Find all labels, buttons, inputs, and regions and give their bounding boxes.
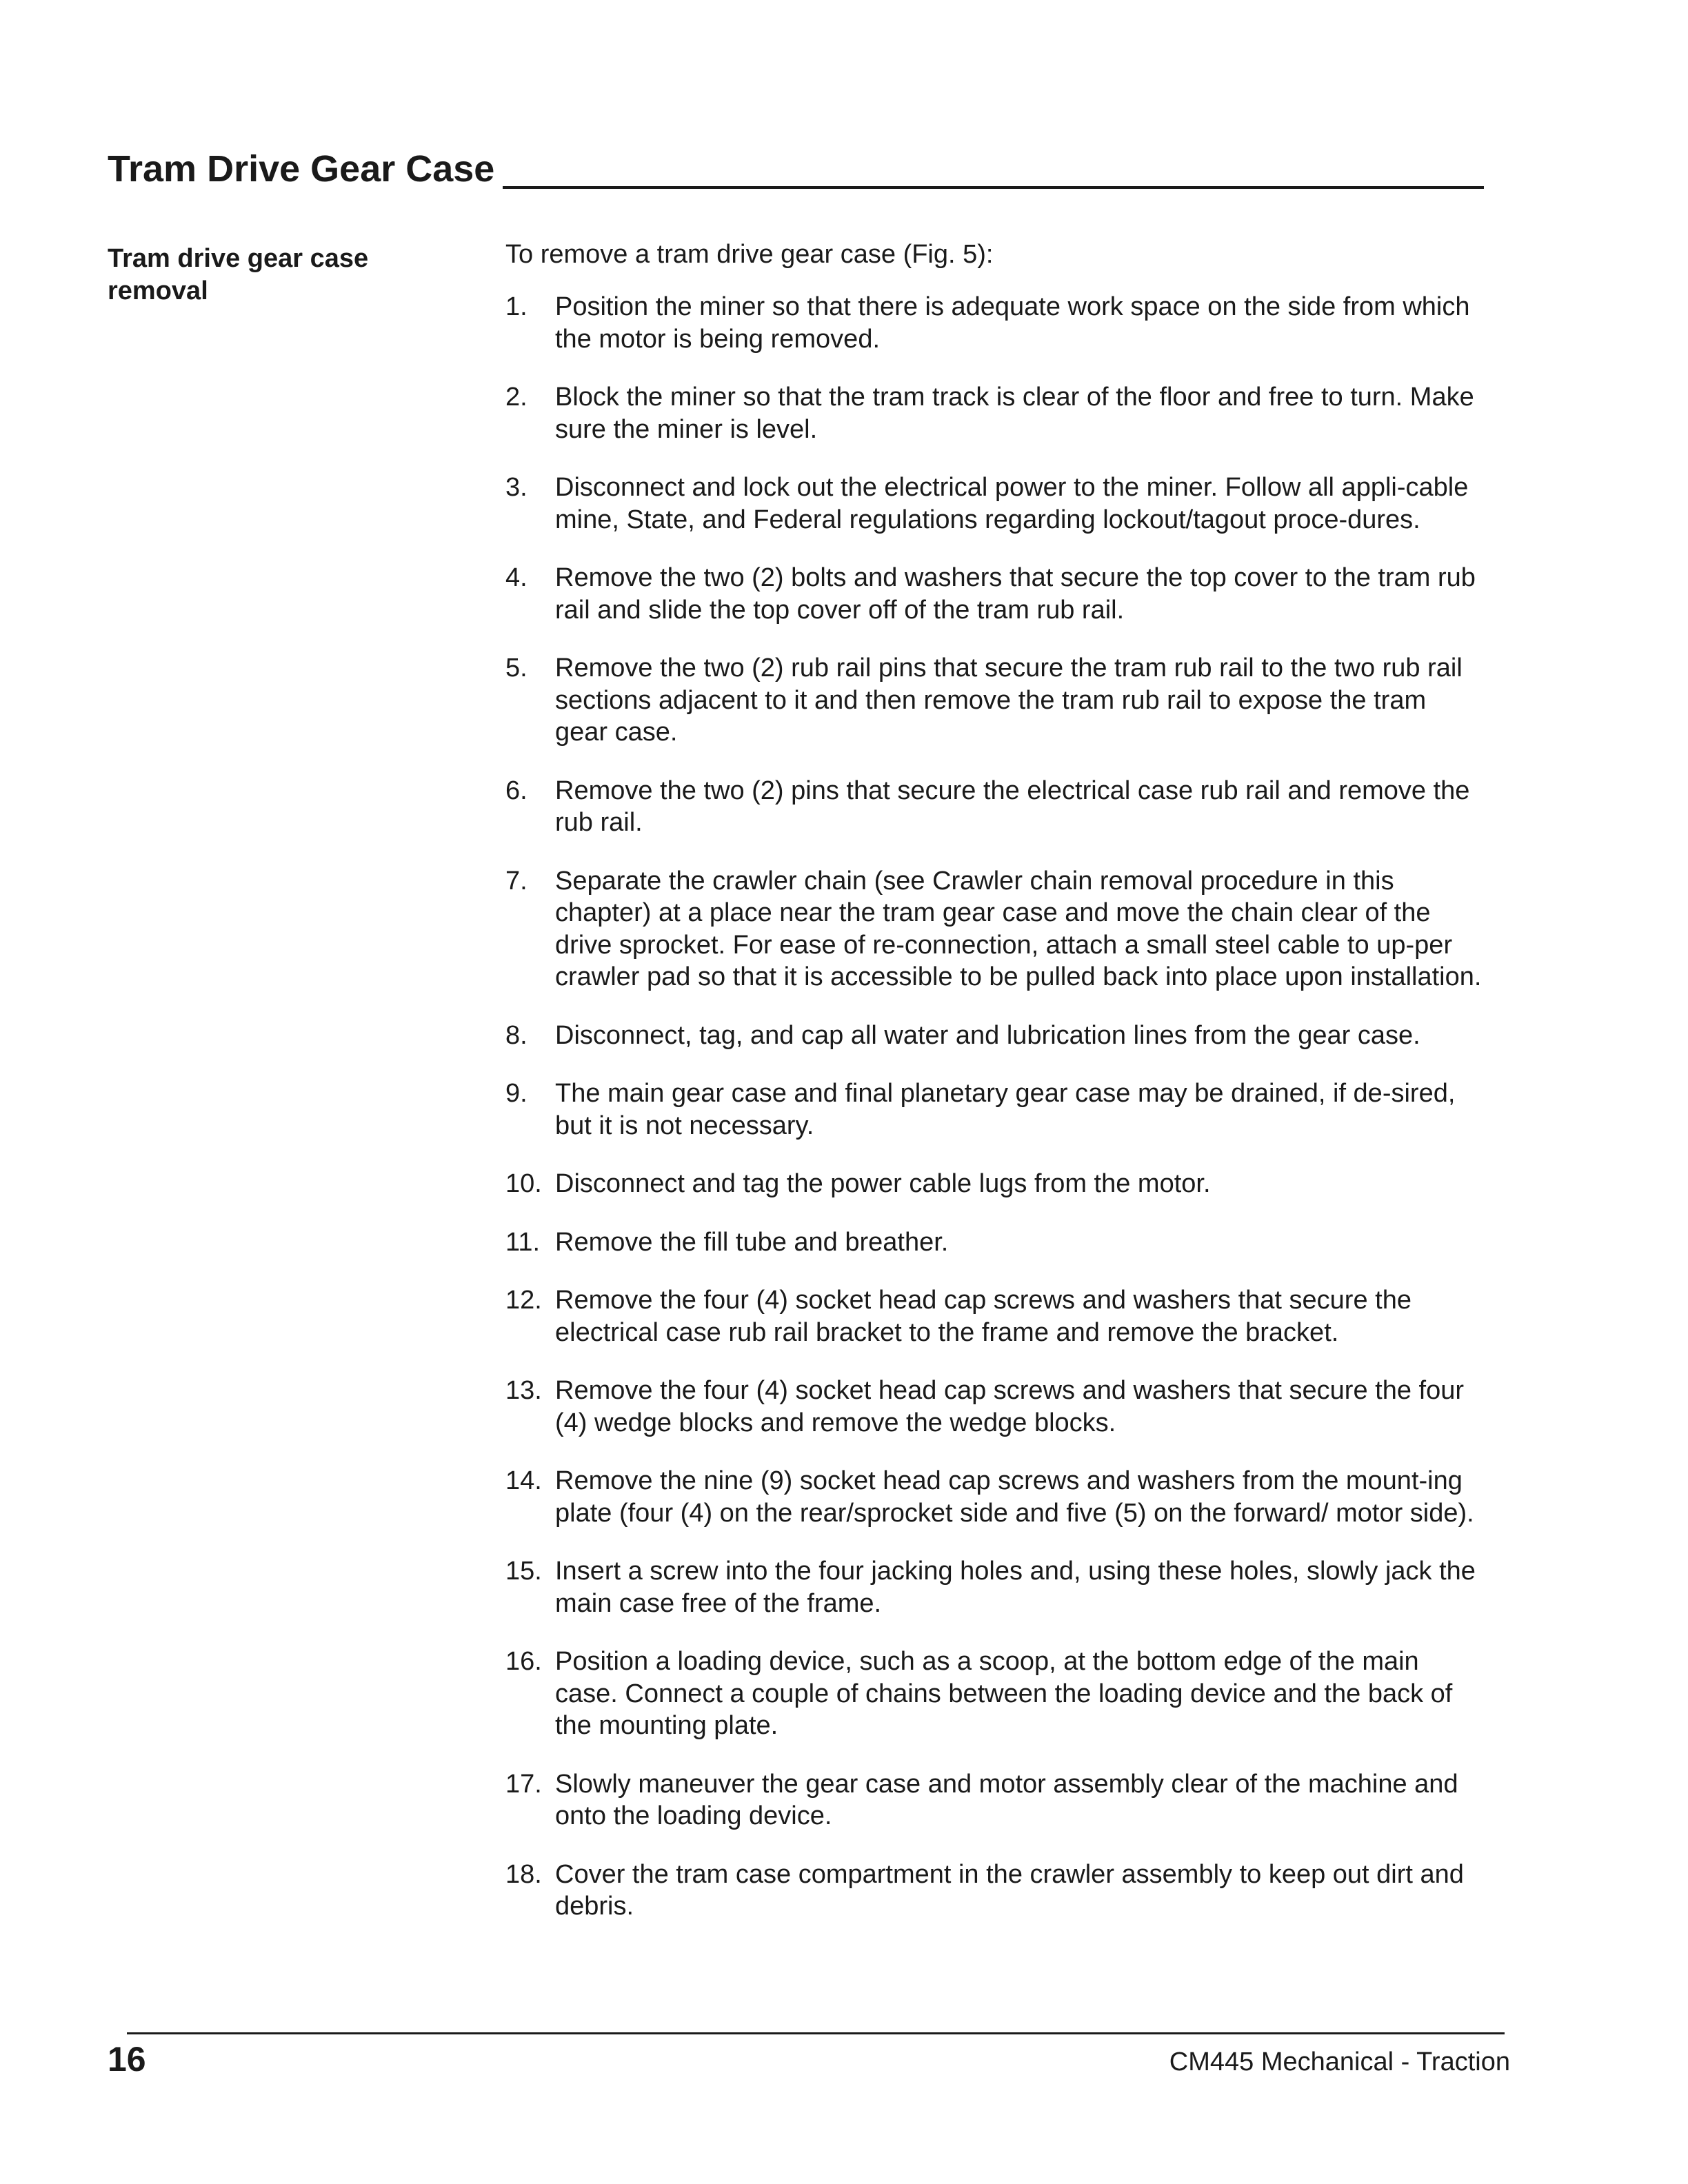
step-number: 16. [505, 1647, 542, 1676]
step-item [505, 1646, 1485, 1742]
step-text: Remove the fill tube and breather. [555, 1227, 949, 1257]
step-item [505, 1168, 1485, 1200]
step-text: Cover the tram case compartment in the crawler assembly to keep out dirt and debris. [555, 1859, 1464, 1921]
step-text: Remove the four (4) socket head cap screws and washers that secure the electrical case rub rail bracket to the frame and remove the bracket. [555, 1286, 1411, 1347]
step-number: 5. [505, 654, 528, 682]
step-item [505, 865, 1485, 993]
step-item [505, 775, 1485, 839]
step-number: 2. [505, 383, 528, 412]
step-item [505, 472, 1485, 536]
step-item [505, 1768, 1485, 1832]
step-item [505, 1555, 1485, 1619]
step-text: Remove the two (2) bolts and washers that secure the top cover to the tram rub rail and slide the top cover off of the tram rub rail. [555, 563, 1476, 625]
step-number: 15. [505, 1557, 542, 1586]
step-text: Disconnect and tag the power cable lugs from the motor. [555, 1169, 1211, 1198]
title-rule [503, 186, 1484, 189]
step-number: 10. [505, 1169, 542, 1198]
step-text: Disconnect and lock out the electrical power to the miner. Follow all appli-cable mine, State, and Federal regulations regarding lockout/tagout proce-dures. [555, 473, 1469, 534]
step-number: 3. [505, 473, 528, 502]
step-text: Remove the nine (9) socket head cap screws and washers from the mount-ing plate (four (4) on the rear/sprocket side and five (5) on the forward/ motor side). [555, 1466, 1474, 1528]
section-heading: Tram drive gear case removal [108, 244, 369, 305]
step-text: Remove the four (4) socket head cap screws and washers that secure the four (4) wedge blocks and remove the wedge blocks. [555, 1376, 1464, 1437]
step-number: 9. [505, 1079, 528, 1108]
page-header [108, 143, 1484, 190]
step-item [505, 1465, 1485, 1529]
intro-text: To remove a tram drive gear case (Fig. 5): [505, 240, 994, 269]
step-number: 4. [505, 563, 528, 592]
step-text: Insert a screw into the four jacking holes and, using these holes, slowly jack the main case free of the frame. [555, 1557, 1476, 1618]
step-number: 13. [505, 1376, 542, 1405]
step-item [505, 1859, 1485, 1923]
step-number: 8. [505, 1020, 528, 1050]
document-title: CM445 Mechanical - Traction [1169, 2048, 1510, 2076]
step-number: 1. [505, 292, 528, 321]
step-number: 12. [505, 1286, 542, 1315]
step-item [505, 1284, 1485, 1348]
step-item [505, 562, 1485, 626]
step-text: The main gear case and final planetary gear case may be drained, if de-sired, but it is not necessary. [555, 1079, 1456, 1140]
step-text: Remove the two (2) pins that secure the electrical case rub rail and remove the rub rail. [555, 776, 1470, 837]
step-item [505, 1020, 1485, 1052]
footer-rule [127, 2032, 1505, 2034]
step-number: 11. [505, 1227, 541, 1257]
step-item [505, 381, 1485, 445]
step-number: 18. [505, 1859, 542, 1889]
step-item [505, 1375, 1485, 1439]
step-item [505, 291, 1485, 355]
step-text: Separate the crawler chain (see Crawler chain removal procedure in this chapter) at a place near the tram gear case and move the chain clear of the drive sprocket. For ease of re-connection, attach a small steel cable to up-per crawler pad so that it is accessible to be pulled back into place upon installation. [555, 866, 1482, 991]
step-text: Remove the two (2) rub rail pins that secure the tram rub rail to the two rub rail sections adjacent to it and then remove the tram rub rail to expose the tram gear case. [555, 654, 1463, 747]
step-item [505, 652, 1485, 749]
step-item [505, 1226, 1485, 1259]
page-title: Tram Drive Gear Case [108, 148, 495, 190]
step-text: Position a loading device, such as a scoop, at the bottom edge of the main case. Connect a couple of chains between the loading device and the back of the mounting plate. [555, 1647, 1453, 1740]
step-number: 6. [505, 776, 528, 805]
step-text: Position the miner so that there is adequate work space on the side from which the motor is being removed. [555, 292, 1470, 354]
step-text: Slowly maneuver the gear case and motor assembly clear of the machine and onto the loading device. [555, 1769, 1458, 1830]
step-text: Disconnect, tag, and cap all water and lubrication lines from the gear case. [555, 1020, 1420, 1050]
step-number: 17. [505, 1769, 542, 1799]
step-text: Block the miner so that the tram track is clear of the floor and free to turn. Make sure the miner is level. [555, 383, 1474, 444]
procedure-steps [505, 291, 1485, 1949]
step-item [505, 1078, 1485, 1142]
step-number: 14. [505, 1466, 542, 1495]
page-number: 16 [108, 2040, 146, 2079]
step-number: 7. [505, 866, 528, 896]
